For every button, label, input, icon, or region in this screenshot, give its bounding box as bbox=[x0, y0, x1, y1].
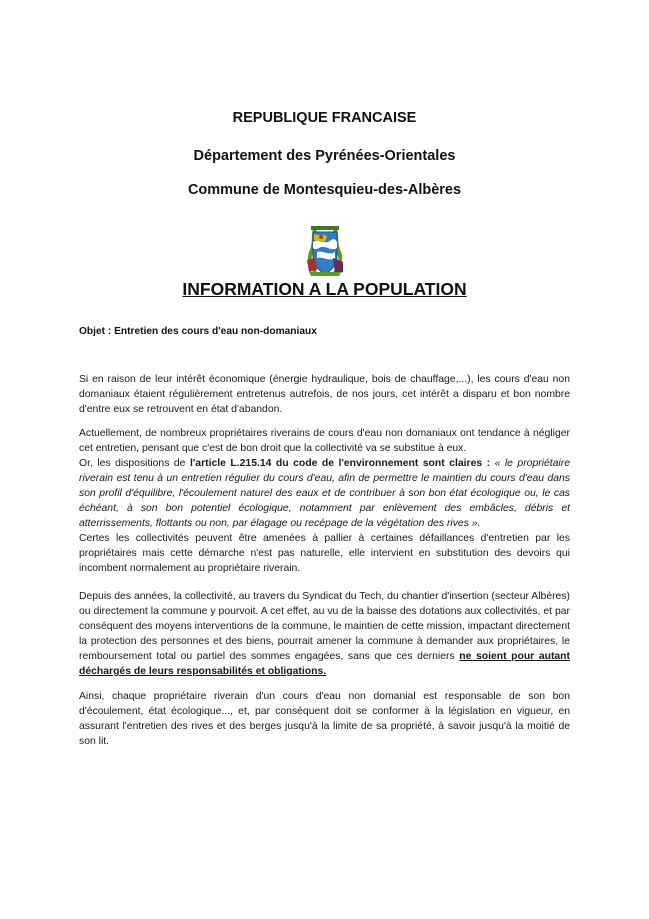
paragraph-3-intro: Or, les dispositions de bbox=[79, 458, 190, 469]
header-commune: Commune de Montesquieu-des-Albères bbox=[187, 182, 462, 198]
commune-crest-icon bbox=[299, 222, 351, 278]
paragraph-4: Certes les collectivités peuvent être amenées à pallier à certaines défaillances d'entretien par les propriétaires mais cette démarche n'est pas naturelle, elle intervient en substitution des devoirs qui incombent normalement au propriétaire riverain. bbox=[79, 533, 570, 574]
subject-line: Objet : Entretien des cours d'eau non-domaniaux bbox=[79, 326, 317, 337]
paragraph-5-main: Depuis des années, la collectivité, au travers du Syndicat du Tech, du chantier d'insertion (secteur Albères) ou directement la commune y pourvoit. A cet effet, au vu de la baisse des dotations aux collectivités, et par conséquent des moyens interventions de la commune, le maintien de cette mission, impactant directement la protection des personnes et des biens, pourrait amener la commune à demander aux propriétaires, le remboursement total ou partiel des sommes engagées, sans que ces derniers bbox=[79, 591, 570, 662]
paragraph-5-emphasis: ne soient pour autant déchargés de leurs responsabilités et obligations. bbox=[79, 651, 570, 677]
paragraph-5 bbox=[79, 589, 570, 679]
paragraph-1: Si en raison de leur intérêt économique (énergie hydraulique, bois de chauffage,...), les cours d'eau non domaniaux étaient régulièrement entretenus autrefois, de nos jours, cet intérêt a disparu et bon nombre d'entre eux se retrouvent en état d'abandon. bbox=[79, 374, 570, 415]
paragraph-3 bbox=[79, 456, 570, 531]
paragraph-3-quote: « le propriétaire riverain est tenu à un entretien régulier du cours d'eau, afin de permettre le maintien du cours d'eau dans son profil d'équilibre, l'écoulement naturel des eaux et de contribuer à son bon état écologique ou, le cas échéant, à son bon potentiel écologique, notamment par enlèvement des embâcles, débris et atterrissements, flottants ou non, par élagage ou recépage de la végétation des rives ». bbox=[79, 458, 570, 529]
paragraph-6: Ainsi, chaque propriétaire riverain d'un cours d'eau non domanial est responsable de son bon d'écoulement, état écologique..., et, par conséquent doit se conformer à la législation en vigueur, en assurant l'entretien des rives et des berges jusqu'à la limite de sa propriété, à savoir jusqu'à la moitié de son lit. bbox=[79, 691, 570, 747]
header-republique: REPUBLIQUE FRANCAISE bbox=[232, 110, 417, 126]
paragraph-2: Actuellement, de nombreux propriétaires riverains de cours d'eau non domaniaux ont tendance à négliger cet entretien, pensant que c'est de bon droit que la collectivité va se substitue à eux. bbox=[79, 428, 570, 454]
page-title: INFORMATION A LA POPULATION bbox=[182, 279, 467, 299]
header-departement: Département des Pyrénées-Orientales bbox=[193, 148, 456, 164]
paragraph-3-article-ref: l'article L.215.14 du code de l'environnement sont claires : bbox=[189, 458, 491, 469]
